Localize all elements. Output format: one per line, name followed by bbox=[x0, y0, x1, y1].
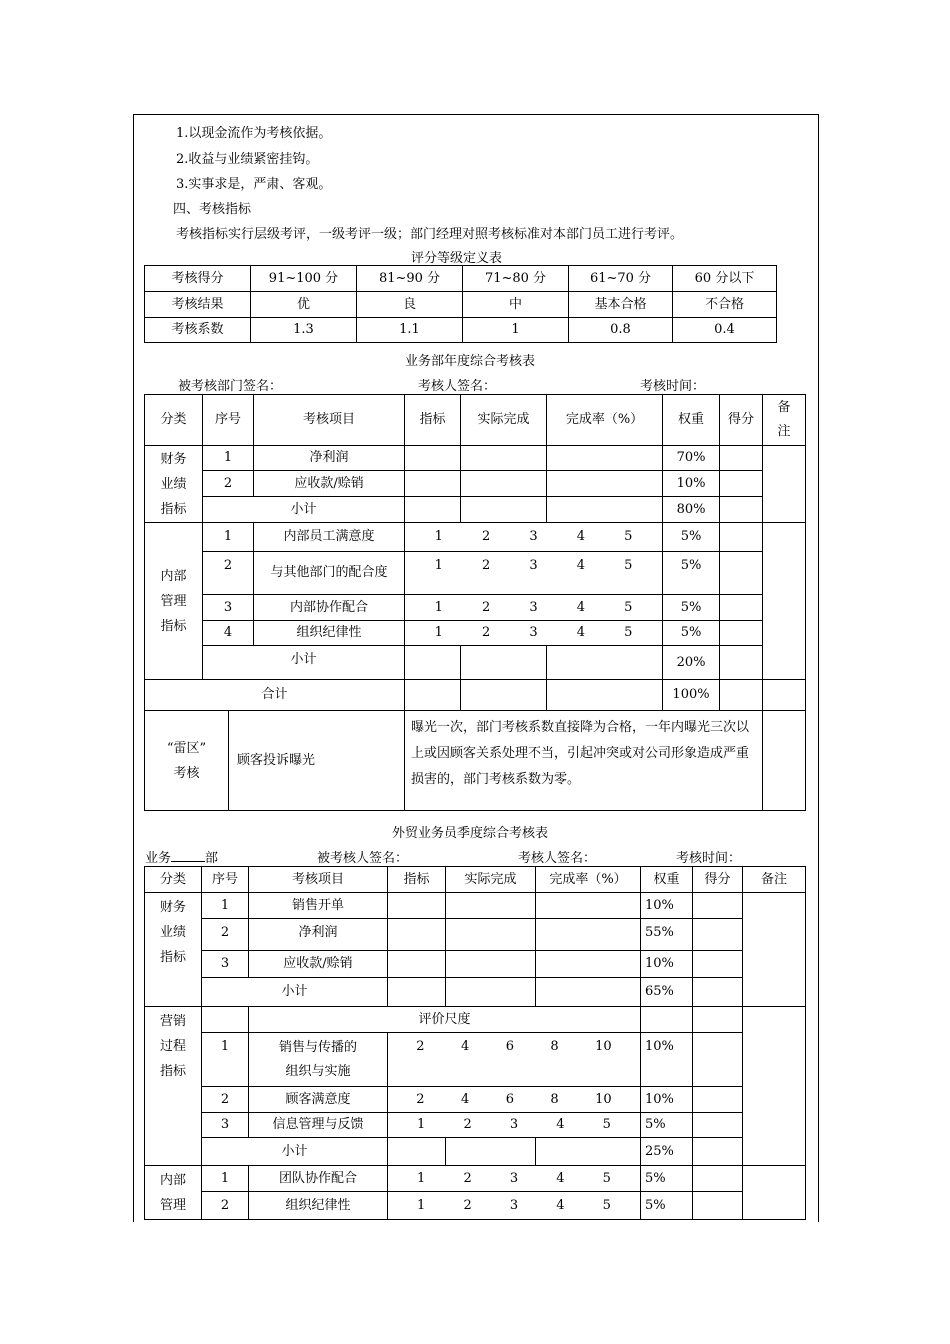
sig-time: 考核时间： bbox=[676, 851, 742, 866]
rating-scale: 2 4 6 8 10 bbox=[388, 1033, 641, 1087]
subtotal-weight: 65% bbox=[641, 978, 693, 1007]
category-management: 内部 管理 指标 bbox=[145, 523, 203, 680]
cell-score bbox=[693, 919, 743, 951]
cell-remark bbox=[763, 711, 806, 811]
staff-table bbox=[144, 866, 806, 1220]
row-item: 净利润 bbox=[249, 919, 388, 951]
grade-cell: 不合格 bbox=[673, 292, 777, 318]
cell-score bbox=[693, 1007, 743, 1033]
sig-assessor: 考核人签名： bbox=[418, 379, 497, 394]
subtotal-label: 小计 bbox=[202, 1138, 388, 1166]
subtotal-weight: 20% bbox=[663, 646, 720, 680]
sig-dept: 被考核部门签名： bbox=[178, 379, 283, 394]
row-no: 2 bbox=[202, 1192, 249, 1220]
row-no: 3 bbox=[202, 1113, 249, 1138]
rating-scale: 1 2 3 4 5 bbox=[388, 1166, 641, 1192]
scale-header: 评价尺度 bbox=[249, 1007, 641, 1033]
cell-rate bbox=[547, 446, 663, 471]
principle-3: 3.实事求是，严肃、客观。 bbox=[176, 177, 332, 192]
grade-cell: 0.8 bbox=[569, 318, 673, 343]
cell-target bbox=[388, 951, 446, 978]
row-no: 4 bbox=[203, 621, 254, 646]
row-weight: 10% bbox=[641, 1033, 693, 1087]
principle-1: 1.以现金流作为考核依据。 bbox=[176, 126, 332, 141]
cell-actual bbox=[461, 497, 547, 523]
subtotal-label: 小计 bbox=[202, 978, 388, 1007]
cell-score bbox=[720, 621, 763, 646]
row-item: 销售开单 bbox=[249, 893, 388, 919]
cell-actual bbox=[446, 951, 536, 978]
row-no: 2 bbox=[203, 471, 254, 497]
rating-scale: 1 2 3 4 5 bbox=[388, 1192, 641, 1220]
minefield-item: 顾客投诉曝光 bbox=[229, 711, 405, 811]
minefield-text: 曝光一次，部门考核系数直接降为合格，一年内曝光三次以上或因顾客关系处理不当，引起冲突或对公司形象造成严重损害的，部门考核系数为零。 bbox=[405, 711, 763, 811]
col-header: 实际完成 bbox=[461, 395, 547, 446]
section-title: 四、考核指标 bbox=[173, 202, 252, 217]
row-weight: 70% bbox=[663, 446, 720, 471]
cell-score bbox=[693, 1192, 743, 1220]
col-header: 得分 bbox=[720, 395, 763, 446]
cell-score bbox=[720, 552, 763, 595]
subtotal-label: 小计 bbox=[203, 497, 405, 523]
row-no: 2 bbox=[202, 1087, 249, 1113]
cell-rate bbox=[547, 497, 663, 523]
col-header: 备注 bbox=[763, 395, 806, 446]
sig-dept-blank: 业务 部 bbox=[145, 851, 219, 866]
cell-rate bbox=[536, 951, 641, 978]
cell-remark bbox=[763, 446, 806, 523]
cell-target bbox=[405, 471, 461, 497]
cell-remark bbox=[763, 523, 806, 680]
row-weight: 5% bbox=[663, 552, 720, 595]
row-no: 3 bbox=[202, 951, 249, 978]
cell-score bbox=[720, 471, 763, 497]
category-management: 内部 管理 bbox=[145, 1166, 202, 1220]
cell-actual bbox=[446, 978, 536, 1007]
grade-cell: 1 bbox=[463, 318, 569, 343]
row-item: 组织纪律性 bbox=[249, 1192, 388, 1220]
cell-score bbox=[693, 1138, 743, 1166]
row-item: 团队协作配合 bbox=[249, 1166, 388, 1192]
row-weight: 10% bbox=[641, 1087, 693, 1113]
cell-target bbox=[405, 646, 461, 680]
cell-remark bbox=[763, 680, 806, 711]
subtotal-label: 小计 bbox=[203, 646, 405, 680]
cell-score bbox=[720, 497, 763, 523]
cell-score bbox=[720, 523, 763, 552]
rating-scale: 2 4 6 8 10 bbox=[388, 1087, 641, 1113]
dept-table bbox=[144, 394, 806, 811]
grade-table-title: 评分等级定义表 bbox=[411, 251, 503, 266]
col-header: 考核项目 bbox=[254, 395, 405, 446]
cell-target bbox=[388, 978, 446, 1007]
row-item: 组织纪律性 bbox=[254, 621, 405, 646]
cell-score bbox=[720, 680, 763, 711]
row-no: 1 bbox=[202, 893, 249, 919]
cell-actual bbox=[446, 893, 536, 919]
col-header: 考核项目 bbox=[249, 867, 388, 893]
cell-rate bbox=[547, 646, 663, 680]
col-header: 序号 bbox=[202, 867, 249, 893]
cell-actual bbox=[461, 646, 547, 680]
grade-cell: 1.3 bbox=[251, 318, 357, 343]
row-weight: 5% bbox=[663, 523, 720, 552]
cell-score bbox=[720, 595, 763, 621]
cell-rate bbox=[536, 893, 641, 919]
cell-target bbox=[388, 1138, 446, 1166]
cell-rate bbox=[547, 680, 663, 711]
cell-rate bbox=[547, 471, 663, 497]
total-weight: 100% bbox=[663, 680, 720, 711]
dept-blank-underline bbox=[171, 849, 205, 862]
col-header: 指标 bbox=[405, 395, 461, 446]
row-no: 1 bbox=[203, 523, 254, 552]
cell-score bbox=[693, 1113, 743, 1138]
subtotal-weight: 80% bbox=[663, 497, 720, 523]
rating-scale: 1 2 3 4 5 bbox=[405, 552, 663, 595]
cell-actual bbox=[461, 446, 547, 471]
category-finance: 财务 业绩 指标 bbox=[145, 893, 202, 1007]
principle-2: 2.收益与业绩紧密挂钩。 bbox=[176, 152, 319, 167]
row-item: 顾客满意度 bbox=[249, 1087, 388, 1113]
grade-cell: 基本合格 bbox=[569, 292, 673, 318]
cell-score bbox=[720, 646, 763, 680]
grade-cell: 考核系数 bbox=[145, 318, 251, 343]
cell-target bbox=[388, 919, 446, 951]
section-text: 考核指标实行层级考评，一级考评一级；部门经理对照考核标准对本部门员工进行考评。 bbox=[176, 227, 684, 242]
col-header: 分类 bbox=[145, 395, 203, 446]
grade-cell: 91~100 分 bbox=[251, 266, 357, 292]
row-no: 2 bbox=[203, 552, 254, 595]
row-weight: 5% bbox=[641, 1113, 693, 1138]
col-header: 权重 bbox=[641, 867, 693, 893]
row-no: 1 bbox=[202, 1033, 249, 1087]
row-weight: 10% bbox=[641, 951, 693, 978]
cell-score bbox=[693, 978, 743, 1007]
dept-table-title: 业务部年度综合考核表 bbox=[405, 354, 536, 369]
sig-staff: 被考核人签名： bbox=[317, 851, 409, 866]
sig-time: 考核时间： bbox=[640, 379, 706, 394]
cell-remark bbox=[743, 1166, 806, 1220]
col-header: 实际完成 bbox=[446, 867, 536, 893]
grade-cell: 71~80 分 bbox=[463, 266, 569, 292]
row-item: 与其他部门的配合度 bbox=[254, 552, 405, 595]
row-item: 内部协作配合 bbox=[254, 595, 405, 621]
row-no: 3 bbox=[203, 595, 254, 621]
minefield-category: “雷区” 考核 bbox=[145, 711, 229, 811]
row-item: 应收款/赊销 bbox=[249, 951, 388, 978]
col-header: 分类 bbox=[145, 867, 202, 893]
cell-target bbox=[388, 893, 446, 919]
grade-cell: 61~70 分 bbox=[569, 266, 673, 292]
col-header: 备注 bbox=[743, 867, 806, 893]
grade-cell: 1.1 bbox=[357, 318, 463, 343]
grade-cell: 60 分以下 bbox=[673, 266, 777, 292]
cell-score bbox=[693, 893, 743, 919]
total-label: 合计 bbox=[145, 680, 405, 711]
grade-table bbox=[144, 265, 777, 343]
row-weight: 5% bbox=[663, 621, 720, 646]
row-weight: 5% bbox=[663, 595, 720, 621]
col-header: 指标 bbox=[388, 867, 446, 893]
subtotal-weight: 25% bbox=[641, 1138, 693, 1166]
row-no: 1 bbox=[203, 446, 254, 471]
cell-rate bbox=[536, 978, 641, 1007]
row-weight: 55% bbox=[641, 919, 693, 951]
cell-score bbox=[693, 1166, 743, 1192]
rating-scale: 1 2 3 4 5 bbox=[405, 595, 663, 621]
grade-cell: 考核得分 bbox=[145, 266, 251, 292]
row-item: 净利润 bbox=[254, 446, 405, 471]
row-no: 2 bbox=[202, 919, 249, 951]
col-header: 权重 bbox=[663, 395, 720, 446]
col-header: 完成率（%） bbox=[536, 867, 641, 893]
row-weight: 5% bbox=[641, 1166, 693, 1192]
row-weight: 10% bbox=[641, 893, 693, 919]
col-header: 得分 bbox=[693, 867, 743, 893]
cell-score bbox=[720, 446, 763, 471]
category-marketing: 营销 过程 指标 bbox=[145, 1007, 202, 1166]
row-item: 内部员工满意度 bbox=[254, 523, 405, 552]
staff-table-title: 外贸业务员季度综合考核表 bbox=[392, 826, 549, 841]
row-item: 销售与传播的 组织与实施 bbox=[249, 1033, 388, 1087]
row-weight: 10% bbox=[663, 471, 720, 497]
cell-weight bbox=[641, 1007, 693, 1033]
col-header: 序号 bbox=[203, 395, 254, 446]
cell-rate bbox=[536, 1138, 641, 1166]
grade-cell: 81~90 分 bbox=[357, 266, 463, 292]
grade-cell: 考核结果 bbox=[145, 292, 251, 318]
rating-scale: 1 2 3 4 5 bbox=[405, 621, 663, 646]
grade-cell: 中 bbox=[463, 292, 569, 318]
cell-score bbox=[693, 1033, 743, 1087]
cell-actual bbox=[461, 680, 547, 711]
sig-assessor: 考核人签名： bbox=[518, 851, 597, 866]
row-item: 信息管理与反馈 bbox=[249, 1113, 388, 1138]
cell-target bbox=[405, 446, 461, 471]
cell-actual bbox=[446, 1138, 536, 1166]
cell-target bbox=[405, 680, 461, 711]
rating-scale: 1 2 3 4 5 bbox=[405, 523, 663, 552]
category-finance: 财务 业绩 指标 bbox=[145, 446, 203, 523]
row-weight: 5% bbox=[641, 1192, 693, 1220]
row-no bbox=[202, 1007, 249, 1033]
cell-target bbox=[405, 497, 461, 523]
rating-scale: 1 2 3 4 5 bbox=[388, 1113, 641, 1138]
cell-remark bbox=[743, 1007, 806, 1166]
cell-score bbox=[693, 1087, 743, 1113]
row-no: 1 bbox=[202, 1166, 249, 1192]
grade-cell: 0.4 bbox=[673, 318, 777, 343]
grade-cell: 优 bbox=[251, 292, 357, 318]
cell-score bbox=[693, 951, 743, 978]
row-item: 应收款/赊销 bbox=[254, 471, 405, 497]
cell-actual bbox=[446, 919, 536, 951]
grade-cell: 良 bbox=[357, 292, 463, 318]
cell-remark bbox=[743, 893, 806, 1007]
cell-rate bbox=[536, 919, 641, 951]
cell-actual bbox=[461, 471, 547, 497]
col-header: 完成率（%） bbox=[547, 395, 663, 446]
